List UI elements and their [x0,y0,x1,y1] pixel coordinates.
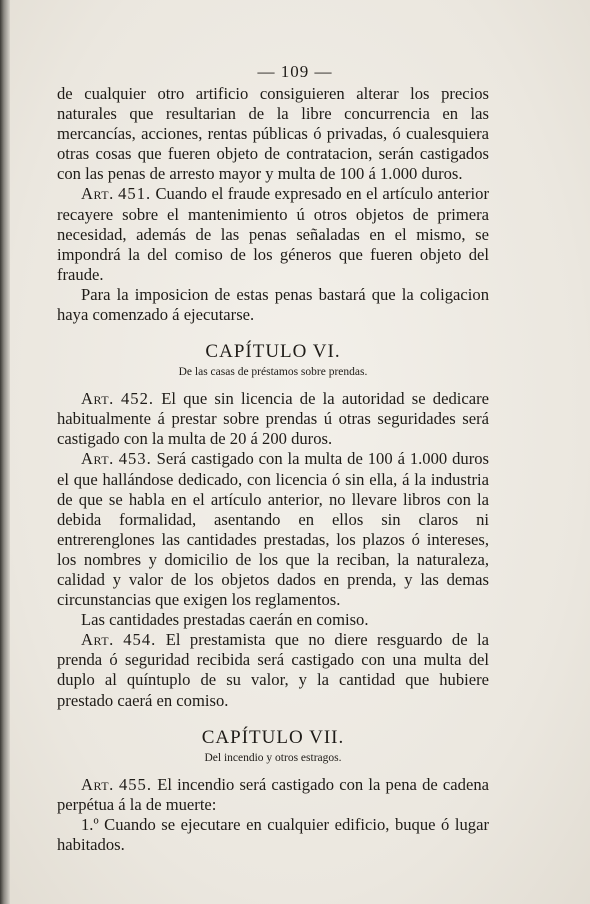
article-label: Art. [81,449,114,469]
paragraph-continuation: de cualquier otro artificio consiguieren alterar los precios naturales que resultarian de la libre concurrencia en las mercancías, acciones, rentas públicas ó privadas, ó cualesquiera otras cosas que fueren objeto de contratacion, serán castigados con las penas de arresto mayor y multa de 100 á 1.000 duros. [57,84,489,184]
article-text: Cuando el fraude expresado en el artículo anterior recayere sobre el mantenimiento ú otros objetos de primera necesidad, además de las penas señaladas en el mismo, se impondrá la del comiso de los géneros que fueren objeto del fraude. [57,184,489,284]
article-number: 451. [118,184,152,204]
article-text: El prestamista que no diere resguardo de la prenda ó seguridad recibida será castigado con una multa del duplo al quíntuplo de su valor, y la cantidad que hubiere prestado caerá en comiso. [57,630,490,710]
article-number: 455. [118,774,152,794]
article-label: Art. [81,774,114,794]
article-454 [57,630,489,710]
page-number: — 109 — [257,62,333,81]
article-number: 454. [123,630,157,650]
article-text: Será castigado con la multa de 100 á 1.000 duros el que hallándose dedicado, con licencia ó sin ella, á la industria de que se habla en el artículo anterior, no llevare libros con la debida formalidad, asentando en ellos sin claros ni entrerenglones las cantidades prestadas, los plazos ó intereses, los nombres y domicilio de los que la reciban, la naturaleza, calidad y valor de los objetos dados en prenda, y las demas circunstancias que exigen los reglamentos. [57,449,490,610]
list-item-1 [57,815,489,855]
article-453 [57,449,489,610]
article-451 [57,184,489,284]
list-item-number: 1.º [81,814,99,834]
list-item-text: Cuando se ejecutare en cualquier edificio, buque ó lugar habitados. [57,814,489,854]
body-text [57,84,489,855]
article-455 [57,775,489,815]
article-452 [57,389,489,449]
chapter-7-subtitle: Del incendio y otros estragos. [204,751,342,764]
article-number: 452. [120,389,155,409]
article-number: 453. [118,449,152,469]
chapter-6-subtitle: De las casas de préstamos sobre prendas. [178,366,368,379]
chapter-6-title: CAPÍTULO VI. [205,341,341,363]
article-label: Art. [81,184,114,204]
article-label: Art. [81,630,114,650]
article-text: El que sin licencia de la autoridad se dedicare habitualmente á prestar sobre prendas ú otras seguridades será castigado con la multa de 20 á 200 duros. [57,389,490,449]
article-label: Art. [81,389,114,409]
paragraph-coligacion: Para la imposicion de estas penas bastará que la coligacion haya comenzado á ejecutarse. [57,284,489,325]
book-spine-shadow [0,0,10,904]
article-text: El incendio será castigado con la pena de cadena perpétua á la de muerte: [57,774,489,814]
chapter-7-title: CAPÍTULO VII. [201,726,345,748]
paragraph-comiso: Las cantidades prestadas caerán en comiso. [81,610,369,630]
